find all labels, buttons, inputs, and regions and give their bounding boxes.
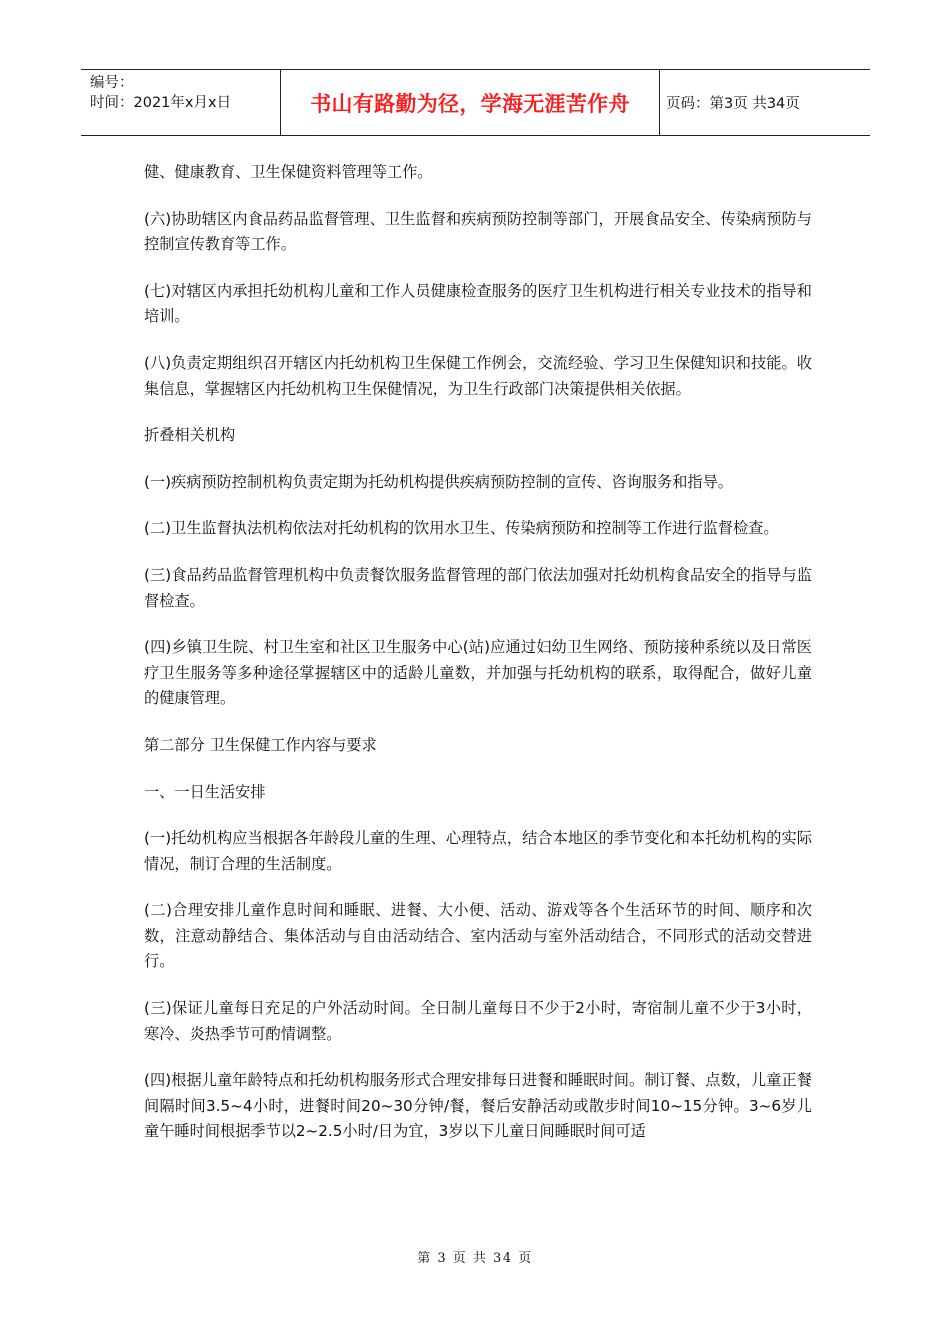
paragraph: (三)食品药品监督管理机构中负责餐饮服务监督管理的部门依法加强对托幼机构食品安全的指导与监督检查。 [144,565,812,610]
paragraph: (七)对辖区内承担托幼机构儿童和工作人员健康检查服务的医疗卫生机构进行相关专业技术的指导和培训。 [144,281,812,326]
paragraph: (三)保证儿童每日充足的户外活动时间。全日制儿童每日不少于2小时，寄宿制儿童不少于3小时，寒冷、炎热季节可酌情调整。 [144,999,812,1043]
header-page-cell [660,70,870,135]
paragraph: 健、健康教育、卫生保健资料管理等工作。 [144,163,433,181]
header-page-label: 页码：第3页 共34页 [666,96,800,112]
document-header [81,69,870,136]
header-motto-cell [281,70,660,135]
paragraph: (八)负责定期组织召开辖区内托幼机构卫生保健工作例会，交流经验、学习卫生保健知识和技能。收集信息，掌握辖区内托幼机构卫生保健情况，为卫生行政部门决策提供相关依据。 [144,353,812,398]
paragraph: (一)疾病预防控制机构负责定期为托幼机构提供疾病预防控制的宣传、咨询服务和指导。 [144,472,733,491]
paragraph: (二)合理安排儿童作息时间和睡眠、进餐、大小便、活动、游戏等各个生活环节的时间、顺序和次数，注意动静结合、集体活动与自由活动结合、室内活动与室外活动结合，不同形式的活动交替进行。 [144,901,812,971]
section-heading: 一、一日生活安排 [144,782,266,801]
paragraph: (四)根据儿童年龄特点和托幼机构服务形式合理安排每日进餐和睡眠时间。制订餐、点数，儿童正餐间隔时间3.5~4小时，进餐时间20~30分钟/餐，餐后安静活动或散步时间10~15分钟。3~6岁儿童午睡时间根据季节以2~2.5小时/日为宜，3岁以下儿童日间睡眠时间可适 [144,1071,812,1141]
document-time-label: 时间：2021年x月x日 [90,95,232,111]
paragraph: (六)协助辖区内食品药品监督管理、卫生监督和疾病预防控制等部门，开展食品安全、传染病预防与控制宣传教育等工作。 [144,209,812,254]
document-number-label: 编号： [90,75,134,91]
header-meta-cell [81,70,281,135]
section-heading: 折叠相关机构 [144,426,236,445]
header-motto: 书山有路勤为径，学海无涯苦作舟 [310,91,630,116]
paragraph: (一)托幼机构应当根据各年龄段儿童的生理、心理特点，结合本地区的季节变化和本托幼机构的实际情况，制订合理的生活制度。 [144,829,812,873]
document-body [144,160,812,1166]
part-heading: 第二部分 卫生保健工作内容与要求 [144,735,377,754]
paragraph: (二)卫生监督执法机构依法对托幼机构的饮用水卫生、传染病预防和控制等工作进行监督检查。 [144,519,779,538]
page-footer: 第 3 页 共 34 页 [417,1251,533,1266]
paragraph: (四)乡镇卫生院、村卫生室和社区卫生服务中心(站)应通过妇幼卫生网络、预防接种系统以及日常医疗卫生服务等多种途径掌握辖区中的适龄儿童数，并加强与托幼机构的联系，取得配合，做好儿童的健康管理。 [144,638,812,708]
